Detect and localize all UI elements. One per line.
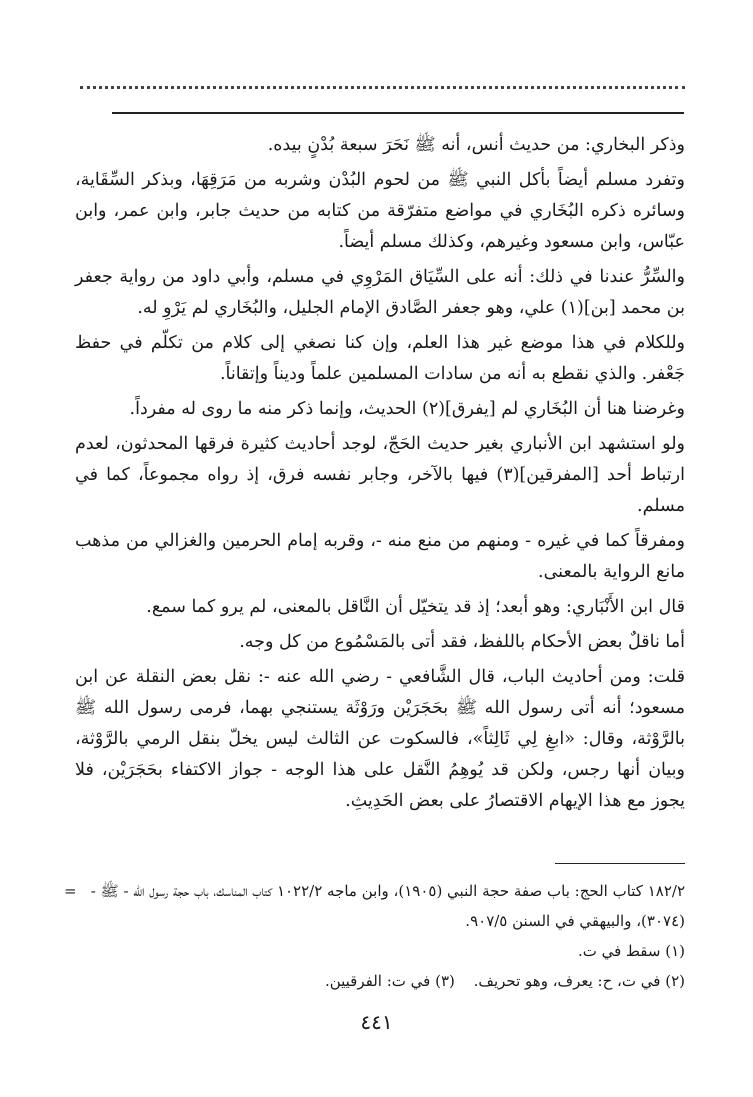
header-rule bbox=[112, 112, 684, 114]
paragraph-6: ولو استشهد ابن الأنباري بغير حديث الحَجّ، لوجد أحاديث كثيرة فرقها المحدثون، لعدم ارتباط أحد [المفرقين](٣) فيها بالآخر، وجابر نفسه فرق، إذ رواه مجموعاً، كما في مسلم. bbox=[75, 434, 685, 516]
footnotes bbox=[75, 876, 685, 996]
paragraph-8: قال ابن الأَنْبَاري: وهو أبعد؛ إذ قد يتخيّل أن النَّاقل بالمعنى، لم يرو كما سمع. bbox=[146, 597, 685, 617]
footnote-2-3 bbox=[75, 966, 685, 996]
footnote-2: (٢) في ت، ح: يعرف، وهو تحريف. bbox=[473, 972, 685, 990]
paragraph-7: ومفرقاً كما في غيره - ومنهم من منع منه -، وقربه إمام الحرمين والغزالي من مذهب مانع الرواية بالمعنى. bbox=[75, 531, 685, 582]
footnote-rule bbox=[555, 863, 685, 864]
paragraph-3: والسِّرُّ عندنا في ذلك: أنه على السِّيَاق المَرْوِي في مسلم، وأبي داود من رواية جعفر بن محمد [بن](١) علي، وهو جعفر الصَّادق الإمام الجليل، والبُخَاري لم يَرْوِ له. bbox=[75, 267, 685, 318]
paragraph-10: قلت: ومن أحاديث الباب، قال الشَّافعي - رضي الله عنه -: نقل بعض النقلة عن ابن مسعود؛ أنه أتى رسول الله ﷺ بحَجَرَيْن ورَوْثَة يستنجي بهما، فرمى رسول الله ﷺ بالرَّوْثة، وقال: «ابغِ لِي ثَالِثاً»، فالسكوت عن الثالث ليس يخلّ بنقل الرمي بالرَّوْثة، وبيان أنها رجس، ولكن قد يُوهِمُ النَّقل على هذا الوجه - جواز الاكتفاء بحَجَرَيْن، فلا يجوز مع هذا الإيهام الاقتصارُ على بعض الحَدِيثِ. bbox=[75, 667, 685, 811]
footnote-3: (٣) في ت: الفرقيين. bbox=[324, 972, 455, 990]
footnote-1: (١) سقط في ت. bbox=[577, 942, 685, 960]
paragraph-2: وتفرد مسلم أيضاً بأكل النبي ﷺ من لحوم البُدْن وشربه من مَرَقِهَا، وبذكر السِّقَاية، وسائره ذكره البُخَاري في مواضع متفرّقة من كتابه من حديث جابر، وابن عمر، وابن عبّاس، وابن مسعود وغيرهم، وكذلك مسلم أيضاً. bbox=[75, 170, 685, 252]
paragraph-1: وذكر البخاري: من حديث أنس، أنه ﷺ نَحَرَ سبعة بُدْنٍ بيده. bbox=[267, 135, 685, 155]
dotted-separator bbox=[80, 86, 685, 93]
footnote-continuation-mark: = bbox=[64, 882, 77, 900]
page-number: ٤٤١ bbox=[360, 1010, 393, 1034]
paragraph-9: أما ناقلٌ بعض الأحكام باللفظ، فقد أتى بالمَسْمُوع من كل وجه. bbox=[239, 632, 685, 652]
footnote-continued: ١٨٢/٢ كتاب الحج: باب صفة حجة النبي (١٩٠٥)، وابن ماجه ١٠٢٢/٢ كتاب المناسك، باب حجة رسول الله - ﷺ - (٣٠٧٤)، والبيهقي في السنن ٩٠٧/٥. bbox=[90, 882, 685, 930]
paragraph-4: وللكلام في هذا موضع غير هذا العلم، وإن كنا نصغي إلى كلام من تكلّم في حفظ جَعْفر. والذي نقطع به أنه من سادات المسلمين علماً وديناً وإتقاناً. bbox=[75, 333, 685, 384]
paragraph-5: وغرضنا هنا أن البُخَاري لم [يفرق](٢) الحديث، وإنما ذكر منه ما روى له مفرداً. bbox=[129, 399, 685, 419]
main-text bbox=[75, 130, 685, 821]
